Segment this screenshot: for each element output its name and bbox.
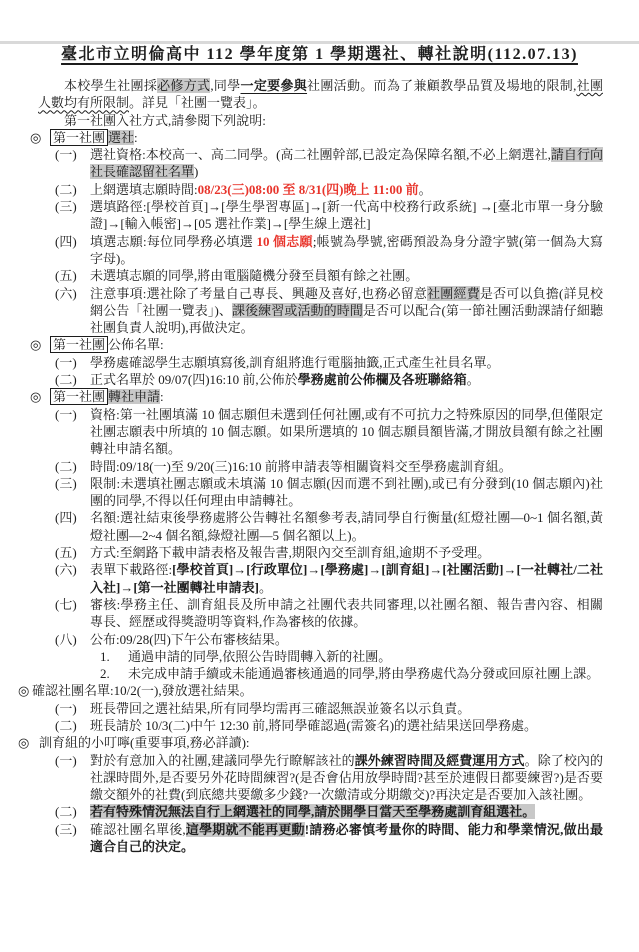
text-run: !請務必審慎考量你的時間、能力和學業情況,做出最適合自己的決定。: [90, 821, 603, 855]
text-run: 第一社團: [50, 388, 108, 405]
text-run: 選社資格:本校高一、高二同學。(高二社團幹部,已設定為保障名額,不必上網選社,: [90, 147, 551, 163]
text-run: 。: [418, 181, 432, 197]
section-heading: [18, 129, 603, 146]
list-item: [18, 821, 603, 856]
text-run: 社團人數均有所限制: [38, 78, 603, 111]
list-marker: (一): [55, 406, 77, 422]
list-marker: (六): [55, 285, 77, 301]
text-run: 這學期就不能再更動: [185, 821, 305, 837]
text-run: ;帳號為學號,密碼預設為身分證字號(第一個為大寫字母)。: [90, 233, 603, 266]
text-run: 名額:選社結束後學務處將公告轉社名額參考表,請同學自行衡量(紅燈社團—0~1 個名額,黃燈社團—2~4 個名額,綠燈社團—5 個名額以上)。: [90, 510, 603, 543]
scan-edge-artifact: [0, 41, 639, 44]
list-marker: (二): [55, 804, 77, 820]
text-run: 課外練習時間及經費運用方式: [354, 752, 525, 768]
text-run: 社團經費: [427, 285, 480, 301]
text-run: 必修方式: [157, 78, 211, 93]
text-run: 第一社團: [50, 336, 108, 353]
text-run: 課後練習或活動的時間: [231, 302, 363, 318]
text-run: 限制:未選填社團志願或未填滿 10 個志願(因而選不到社團),或已有分發到(10 個志願內)社團的同學,不得以任何理由申請轉社。: [90, 475, 603, 509]
list-marker: (四): [55, 233, 77, 249]
text-run: 社團活動。而為了兼顧教學品質及場地的限制,: [307, 78, 577, 93]
list-marker: (一): [55, 147, 77, 163]
document-page: [0, 41, 639, 952]
text-run: ,同學: [210, 78, 241, 93]
text-run: 資格:第一社團填滿 10 個志願但未選到任何社團,或有不可抗力之特殊原因的同學,但僅限定社團志願表中所填的 10 個志願。如果所選填的 10 個志願員額皆滿,才開放員額有餘之社團轉社申請名額。: [90, 406, 603, 457]
text-run: 填選志願:每位同學務必填選: [90, 233, 257, 249]
sub-list-item: [18, 648, 603, 665]
text-run: 公佈名單:: [108, 337, 164, 353]
text-run: 審核:學務主任、訓育組長及所申請之社團代表共同審理,以社團名額、報告書內容、相關專長、經歷或得獎證明等資料,作為審核的依據。: [90, 596, 603, 630]
text-run: :: [160, 389, 164, 405]
list-item: [18, 475, 603, 510]
list-marker: ◎: [30, 129, 42, 145]
list-item: [18, 631, 603, 648]
list-marker: (三): [55, 475, 77, 491]
text-run: 未選填志願的同學,將由電腦隨機分發至員額有餘之社團。: [90, 268, 419, 284]
list-marker: ◎: [30, 389, 42, 405]
list-marker: (七): [55, 596, 77, 612]
paragraph: [18, 112, 603, 129]
list-marker: (四): [55, 510, 77, 526]
text-run: 班長請於 10/3(二)中午 12:30 前,將同學確認過(需簽名)的選社結果送回學務處。: [90, 717, 538, 733]
text-run: 若有特殊情況無法自行上網選社的同學,請於開學日當天至學務處訓育組選社。: [90, 804, 536, 820]
list-item: [18, 544, 603, 561]
text-run: 確認社團名單:10/2(一),發放選社結果。: [32, 683, 253, 699]
text-run: 訓育組的小叮嚀(重要事項,務必詳讀):: [39, 735, 250, 751]
list-item: [18, 561, 603, 596]
text-run: :: [134, 129, 138, 145]
list-item: [18, 371, 603, 388]
text-run: 選填路徑:[學校首頁]→[學生學習專區]→[新一代高中校務行政系統] →[臺北市單一身分驗證]→[輸入帳密]→[05 選社作業]→[學生線上選社]: [90, 199, 603, 232]
list-marker: (八): [55, 631, 77, 647]
sub-list-item: [18, 665, 603, 682]
list-marker: (三): [55, 199, 77, 215]
list-item: [18, 700, 603, 717]
section-heading: [18, 336, 603, 353]
text-run: 注意事項:選社除了考量自己專長、興趣及喜好,也務必留意: [90, 285, 428, 301]
list-marker: ◎: [30, 337, 42, 353]
text-run: 。詳見「社團一覽表」。: [129, 95, 266, 111]
list-item: [18, 198, 603, 233]
list-marker: 1.: [100, 648, 110, 664]
paragraph: [18, 77, 603, 112]
list-item: [18, 752, 603, 804]
list-marker: (一): [55, 700, 77, 716]
list-item: [18, 509, 603, 544]
list-marker: (二): [55, 458, 77, 474]
list-marker: (二): [55, 372, 77, 388]
list-item: [18, 181, 603, 198]
list-marker: (二): [55, 717, 77, 733]
list-item: [18, 233, 603, 268]
list-marker: (五): [55, 268, 77, 284]
list-item: [18, 803, 603, 820]
list-item: [18, 146, 603, 181]
text-run: 時間:09/18(一)至 9/20(三)16:10 前將申請表等相關資料交至學務處訓育組。: [90, 458, 512, 474]
list-marker: ◎: [18, 683, 30, 699]
text-run: 10 個志願: [256, 233, 313, 249]
list-item: [18, 354, 603, 371]
section-heading: [18, 734, 603, 751]
document-title: 臺北市立明倫高中 112 學年度第 1 學期選社、轉社說明(112.07.13): [61, 46, 578, 63]
list-item: [18, 285, 603, 337]
text-run: 一定要參與: [240, 78, 308, 93]
text-run: 第一社團入社方式,請參閱下列說明:: [64, 112, 266, 128]
list-item: [18, 458, 603, 475]
text-run: 表單下載路徑:: [90, 562, 173, 578]
list-marker: (六): [55, 562, 77, 578]
text-run: 公布:09/28(四)下午公布審核結果。: [90, 631, 288, 647]
list-item: [18, 267, 603, 284]
text-run: 轉社申請: [108, 389, 161, 405]
list-marker: ◎: [18, 735, 30, 751]
section-heading: [18, 388, 603, 405]
text-run: 。: [259, 579, 273, 595]
list-marker: (一): [55, 752, 77, 768]
text-run: 。: [466, 372, 480, 388]
text-run: 選社: [108, 129, 135, 145]
text-run: 是否可以配合(第一節社團活動課請仔細聽社團負責人說明),再做決定。: [90, 302, 603, 336]
text-run: ): [194, 164, 199, 180]
text-run: 。除了校內的社課時間外,是否要另外花時間練習?(是否會佔用放學時間?甚至於連假日都要練習?)是否要繳交額外的社費(到底總共要繳多少錢?一次繳清或分期繳交)?再決定是否要加入該社團。: [90, 752, 603, 803]
text-run: 學務處前公佈欄及各班聯絡箱: [297, 372, 467, 388]
text-run: 正式名單於 09/07(四)16:10 前,公佈於: [90, 372, 298, 388]
text-run: 方式:至網路下載申請表格及報告書,期限內交至訓育組,逾期不予受理。: [90, 545, 491, 561]
text-run: 上網選填志願時間:: [90, 181, 198, 197]
list-marker: (二): [55, 181, 77, 197]
list-marker: (五): [55, 545, 77, 561]
list-marker: 2.: [100, 666, 110, 682]
text-run: 學務處確認學生志願填寫後,訓育組將進行電腦抽籤,正式產生社員名單。: [90, 354, 500, 370]
text-run: 是否可以負擔(詳見校網公告「社團一覽表」)、: [90, 285, 603, 318]
text-run: 確認社團名單後,: [90, 821, 186, 837]
list-item: [18, 596, 603, 631]
text-run: 班長帶回之選社結果,所有同學均需再三確認無誤並簽名以示負責。: [90, 700, 471, 716]
text-run: 通過申請的同學,依照公告時間轉入新的社團。: [128, 648, 392, 664]
text-run: [學校首頁]→[行政單位]→[學務處]→[訓育組]→[社團活動]→[一社轉社/二社入社]→[第一社團轉社申請表]: [90, 562, 603, 595]
list-item: [18, 717, 603, 734]
text-run: 08/23(三)08:00 至 8/31(四)晚上 11:00 前: [197, 181, 419, 197]
section-heading: [18, 682, 603, 699]
text-run: 本校學生社團採: [64, 78, 158, 93]
list-marker: (一): [55, 354, 77, 370]
list-item: [18, 406, 603, 458]
text-run: 第一社團: [50, 129, 108, 146]
text-run: 請自行向社長確認留社名單: [90, 147, 603, 180]
document-body: [18, 77, 603, 855]
text-run: 對於有意加入的社團,建議同學先行瞭解該社的: [90, 752, 355, 768]
list-marker: (三): [55, 821, 77, 837]
text-run: 未完成申請手續或未能通過審核通過的同學,將由學務處代為分發或回原社團上課。: [128, 666, 600, 682]
